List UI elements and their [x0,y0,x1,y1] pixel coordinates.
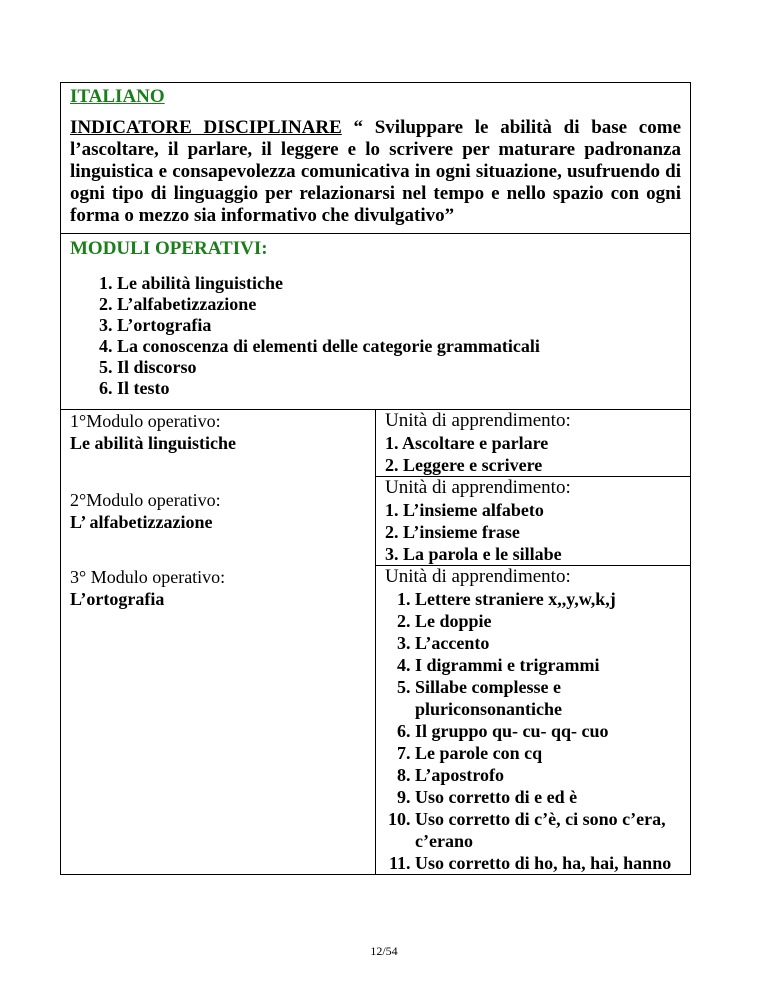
unit-item: 1. L’insieme alfabeto [385,500,544,520]
unit-item: 3. La parola e le sillabe [385,544,562,564]
module-1-units-cell [376,410,691,477]
module-1-row [61,410,691,477]
module-name: Le abilità linguistiche [70,433,237,453]
subject-title: ITALIANO [70,86,165,107]
unit-item: 3. L’accento [415,632,681,654]
units-label: Unità di apprendimento: [385,566,571,587]
unit-item: 1. Lettere straniere x,,y,w,k,j [415,588,681,610]
moduli-item: 6. Il testo [117,378,681,399]
moduli-heading: MODULI OPERATIVI: [70,238,268,259]
unit-item: 2. Le doppie [415,610,681,632]
moduli-cell [61,234,691,410]
moduli-item: 1. Le abilità linguistiche [117,273,681,294]
module-label: 3° Modulo operativo: [70,566,226,587]
indicator-cell [61,83,691,234]
units-label: Unità di apprendimento: [385,477,571,498]
unit-item: 6. Il gruppo qu- cu- qq- cuo [415,720,681,742]
module-label: 2°Modulo operativo: [70,489,221,510]
moduli-row [61,234,691,410]
curriculum-table [60,82,691,875]
moduli-item: 3. L’ortografia [117,315,681,336]
moduli-item: 4. La conoscenza di elementi delle categorie grammaticali [117,336,681,357]
indicator-heading: INDICATORE DISCIPLINARE [70,117,342,138]
module-label: 1°Modulo operativo: [70,411,221,431]
unit-item: 9. Uso corretto di e ed è [415,786,681,808]
module-name: L’ortografia [70,588,165,609]
module-3-units-cell [376,566,691,875]
units-list [385,588,681,874]
unit-item: 5. Sillabe complesse e pluriconsonantiche [415,676,681,720]
moduli-item: 5. Il discorso [117,357,681,378]
unit-item: 11. Uso corretto di ho, ha, hai, hanno [415,852,681,874]
module-2-row [61,477,691,566]
module-2-cell [61,477,376,566]
document-page [60,82,691,875]
module-3-row [61,566,691,875]
module-3-cell [61,566,376,875]
unit-item: 1. Ascoltare e parlare [385,433,549,453]
unit-item: 8. L’apostrofo [415,764,681,786]
header-row [61,83,691,234]
units-label: Unità di apprendimento: [385,410,571,431]
module-name: L’ alfabetizzazione [70,511,213,532]
indicator-paragraph [70,117,681,227]
unit-item: 7. Le parole con cq [415,742,681,764]
indicator-text: “ Sviluppare le abilità di base come l’ascoltare, il parlare, il leggere e lo scrivere per maturare padronanza linguistica e consapevolezza comunicativa in ogni situazione, usufruendo di ogni tipo di linguaggio per relazionarsi nel tempo e nello spazio con ogni forma o mezzo sia informativo che divulgativo” [70,117,681,226]
module-2-units-cell [376,477,691,566]
moduli-item: 2. L’alfabetizzazione [117,294,681,315]
moduli-list [70,273,681,399]
unit-item: 10. Uso corretto di c’è, ci sono c’era, c’erano [415,808,681,852]
unit-item: 4. I digrammi e trigrammi [415,654,681,676]
page-number: 12/54 [370,944,398,958]
unit-item: 2. Leggere e scrivere [385,455,543,475]
module-1-cell [61,410,376,477]
unit-item: 2. L’insieme frase [385,522,520,542]
